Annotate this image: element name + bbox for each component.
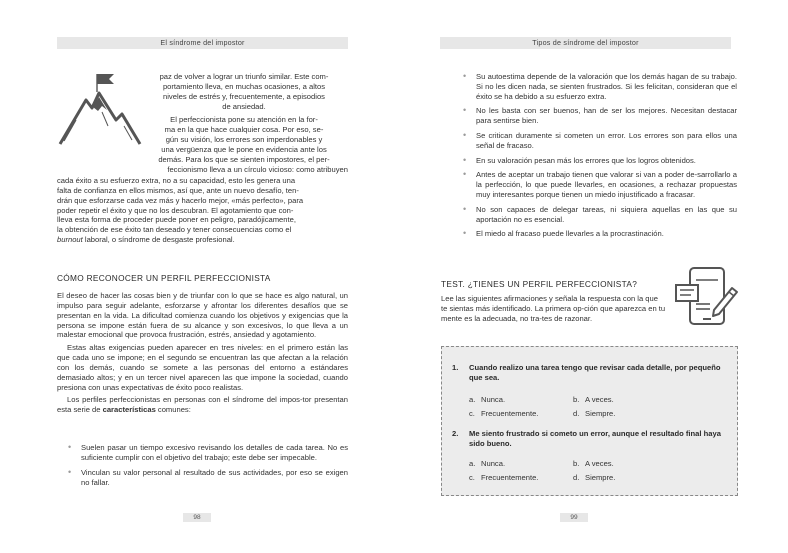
intro-line: feccionismo lleva a un círculo vicioso: como atribuyen [167,164,348,174]
option-letter: d. [573,473,580,482]
list-item [68,468,348,488]
option-text: Siempre. [585,409,616,418]
list-item [463,131,737,151]
list-item-text: Antes de aceptar un trabajo tienen que valorar si van a poder de-sarrollarlo a la perfección, lo que puede llevarles, en ocasiones, a rechazar propuestas muy interesantes porque tienen un miedo injustificado a fracasar. [476,170,737,199]
paragraph-line: poder repetir el éxito y que no los descubran. El agotamiento que con- [57,205,294,215]
option-text: Nunca. [481,459,506,468]
page-number-left: 98 [183,513,211,522]
list-item-text: En su valoración pesan más los errores que los logros obtenidos. [476,155,696,165]
list-item [463,106,737,126]
paragraph-line: cada éxito a su esfuerzo extra, no a su capacidad, esto les genera una [57,176,296,185]
section-paragraph [57,395,348,415]
section-paragraph: El deseo de hacer las cosas bien y de triunfar con lo que se hace es algo natural, un impulso para seguir adelante, esforzarse y afrontar los diferentes desafíos que se presentan en la vida. La dificultad comienza cuando los objetivos y exigencias que la persona se impone están fuera de su alcance y son excesivos, lo que lleva a un malestar emocional que provoca frustración, estrés, ansiedad y agotamiento. [57,291,348,340]
list-item [463,156,737,166]
question-number: 1. [452,363,459,372]
bullet-icon: • [463,203,467,214]
bullet-icon: • [68,442,72,452]
running-head-right: Tipos de síndrome del impostor [440,37,731,49]
answer-option[interactable] [573,409,615,419]
intro-line: demás. Para los que se sienten impostores, el per- [158,154,330,164]
question-2 [452,429,732,449]
paragraph-line [57,235,348,245]
option-letter: c. [469,409,475,418]
intro-line: gún su visión, los errores son imperdonables y [165,135,323,145]
option-text: Frecuentemente. [481,409,539,418]
intro-line: portamiento lleva, en muchas ocasiones, a altos [162,81,326,91]
question-1 [452,363,732,383]
option-text: Nunca. [481,395,506,404]
list-item-text: No son capaces de delegar tareas, ni siquiera aquellas en las que su aportación no es esencial. [476,204,737,224]
left-bullet-list [68,443,348,493]
answer-option[interactable] [469,409,538,419]
question-text: Cuando realizo una tarea tengo que revisar cada detalle, por pequeño que sea. [469,363,721,382]
list-item-text: Suelen pasar un tiempo excesivo revisando los detalles de cada tarea. No es suficiente cumplir con el objetivo del trabajo; este debe ser impecable. [81,443,348,462]
section-title: CÓMO RECONOCER UN PERFIL PERFECCIONISTA [57,273,271,283]
bullet-icon: • [463,154,467,165]
answer-option[interactable] [469,395,505,405]
list-item-text: Su autoestima depende de la valoración que los demás hagan de su trabajo. Si no les dicen nada, se sienten frustrados. Si les felicitan, consideran que el éxito se ha debido a su esfuerzo extra. [476,72,737,101]
option-text: Siempre. [585,473,616,482]
option-letter: a. [469,459,476,468]
question-number: 2. [452,429,459,438]
list-item-text: Se critican duramente si cometen un error. Los errores son para ellos una señal de fracaso. [476,131,737,150]
list-item-text: El miedo al fracaso puede llevarles a la procrastinación. [476,229,664,239]
burnout-term: burnout [57,235,83,245]
paragraph-line: drán que esforzarse cada vez más y hacerlo mejor, «más perfecto», para [57,195,304,205]
bullet-icon: • [463,228,467,239]
intro-line: una vergüenza que le pone en evidencia ante los [161,144,327,154]
intro-continued [57,176,348,245]
test-intro: Lee las siguientes afirmaciones y señala la respuesta con la que te sientas más identificado. La primera op-ción que aparezca en tu mente es la adecuada, no tra-tes de razonar. [441,294,666,323]
option-text: Frecuentemente. [481,473,539,482]
bullet-icon: • [463,169,467,180]
list-item-text: No les basta con ser buenos, han de ser los mejores. Necesitan destacar para sentirse bien. [476,106,737,126]
answer-option[interactable] [573,459,614,469]
intro-line: El perfeccionista pone su atención en la for- [170,115,318,125]
test-title: TEST. ¿TIENES UN PERFIL PERFECCIONISTA? [441,279,638,289]
intro-line: ma en la que hace cualquier cosa. Por eso, se- [164,125,324,135]
list-item [463,205,737,225]
option-letter: b. [573,395,580,404]
paragraph-end: laboral, o síndrome de desgaste profesional. [82,235,235,245]
paragraph-line: lleva esta forma de proceder puede poner en peligro, paradójicamente, [57,215,296,225]
text-run: Los perfiles perfeccionistas en personas con el síndrome del impos-tor presentan esta serie de [57,395,348,415]
option-text: A veces. [585,459,614,468]
characteristics-term: características [102,405,156,415]
list-item [463,72,737,102]
right-bullet-list [463,72,737,244]
answer-option[interactable] [469,459,505,469]
option-letter: d. [573,409,580,418]
option-letter: b. [573,459,580,468]
section-body [57,291,348,418]
intro-line: niveles de estrés y, frecuentemente, a episodios [163,91,325,101]
text-run: comunes: [155,405,191,415]
intro-line: de ansiedad. [222,101,266,111]
list-item [463,170,737,200]
paragraph-line: falta de confianza en ellos mismos, así que, ante un nuevo desafío, ten- [57,185,299,195]
intro-line: paz de volver a lograr un triunfo similar. Este com- [159,72,329,81]
answer-option[interactable] [469,473,538,483]
section-paragraph: Estas altas exigencias pueden aparecer en tres niveles: en el primero están las que cada uno se impone; en el segundo se encuentran las que afectan a la relación con los demás, cuando se somete a las personas del entorno a estándares demasiado altos; y en un tercer nivel aparecen las que impone la sociedad, cuando presiona con unas expectativas de éxito poco realistas. [57,343,348,392]
option-text: A veces. [585,395,614,404]
running-head-left: El síndrome del impostor [57,37,348,49]
list-item [68,443,348,463]
answer-option[interactable] [573,395,614,405]
bullet-icon: • [463,71,467,81]
paragraph-line: la obtención de ese éxito tan deseado y tener consecuencias como el [57,225,292,235]
bullet-icon: • [463,130,467,140]
bullet-icon: • [68,467,72,478]
list-item-text: Vinculan su valor personal al resultado de sus actividades, por eso se exigen no fallar. [81,468,348,488]
bullet-icon: • [463,105,467,116]
tablet-checklist-pencil-icon [674,266,740,328]
option-letter: c. [469,473,475,482]
option-letter: a. [469,395,476,404]
mountain-flag-icon [58,66,148,186]
list-item [463,229,737,239]
intro-text [140,72,348,174]
quiz-box [441,346,738,496]
question-text: Me siento frustrado si cometo un error, aunque el resultado final haya sido bueno. [469,429,721,448]
page-number-right: 99 [560,513,588,522]
answer-option[interactable] [573,473,615,483]
